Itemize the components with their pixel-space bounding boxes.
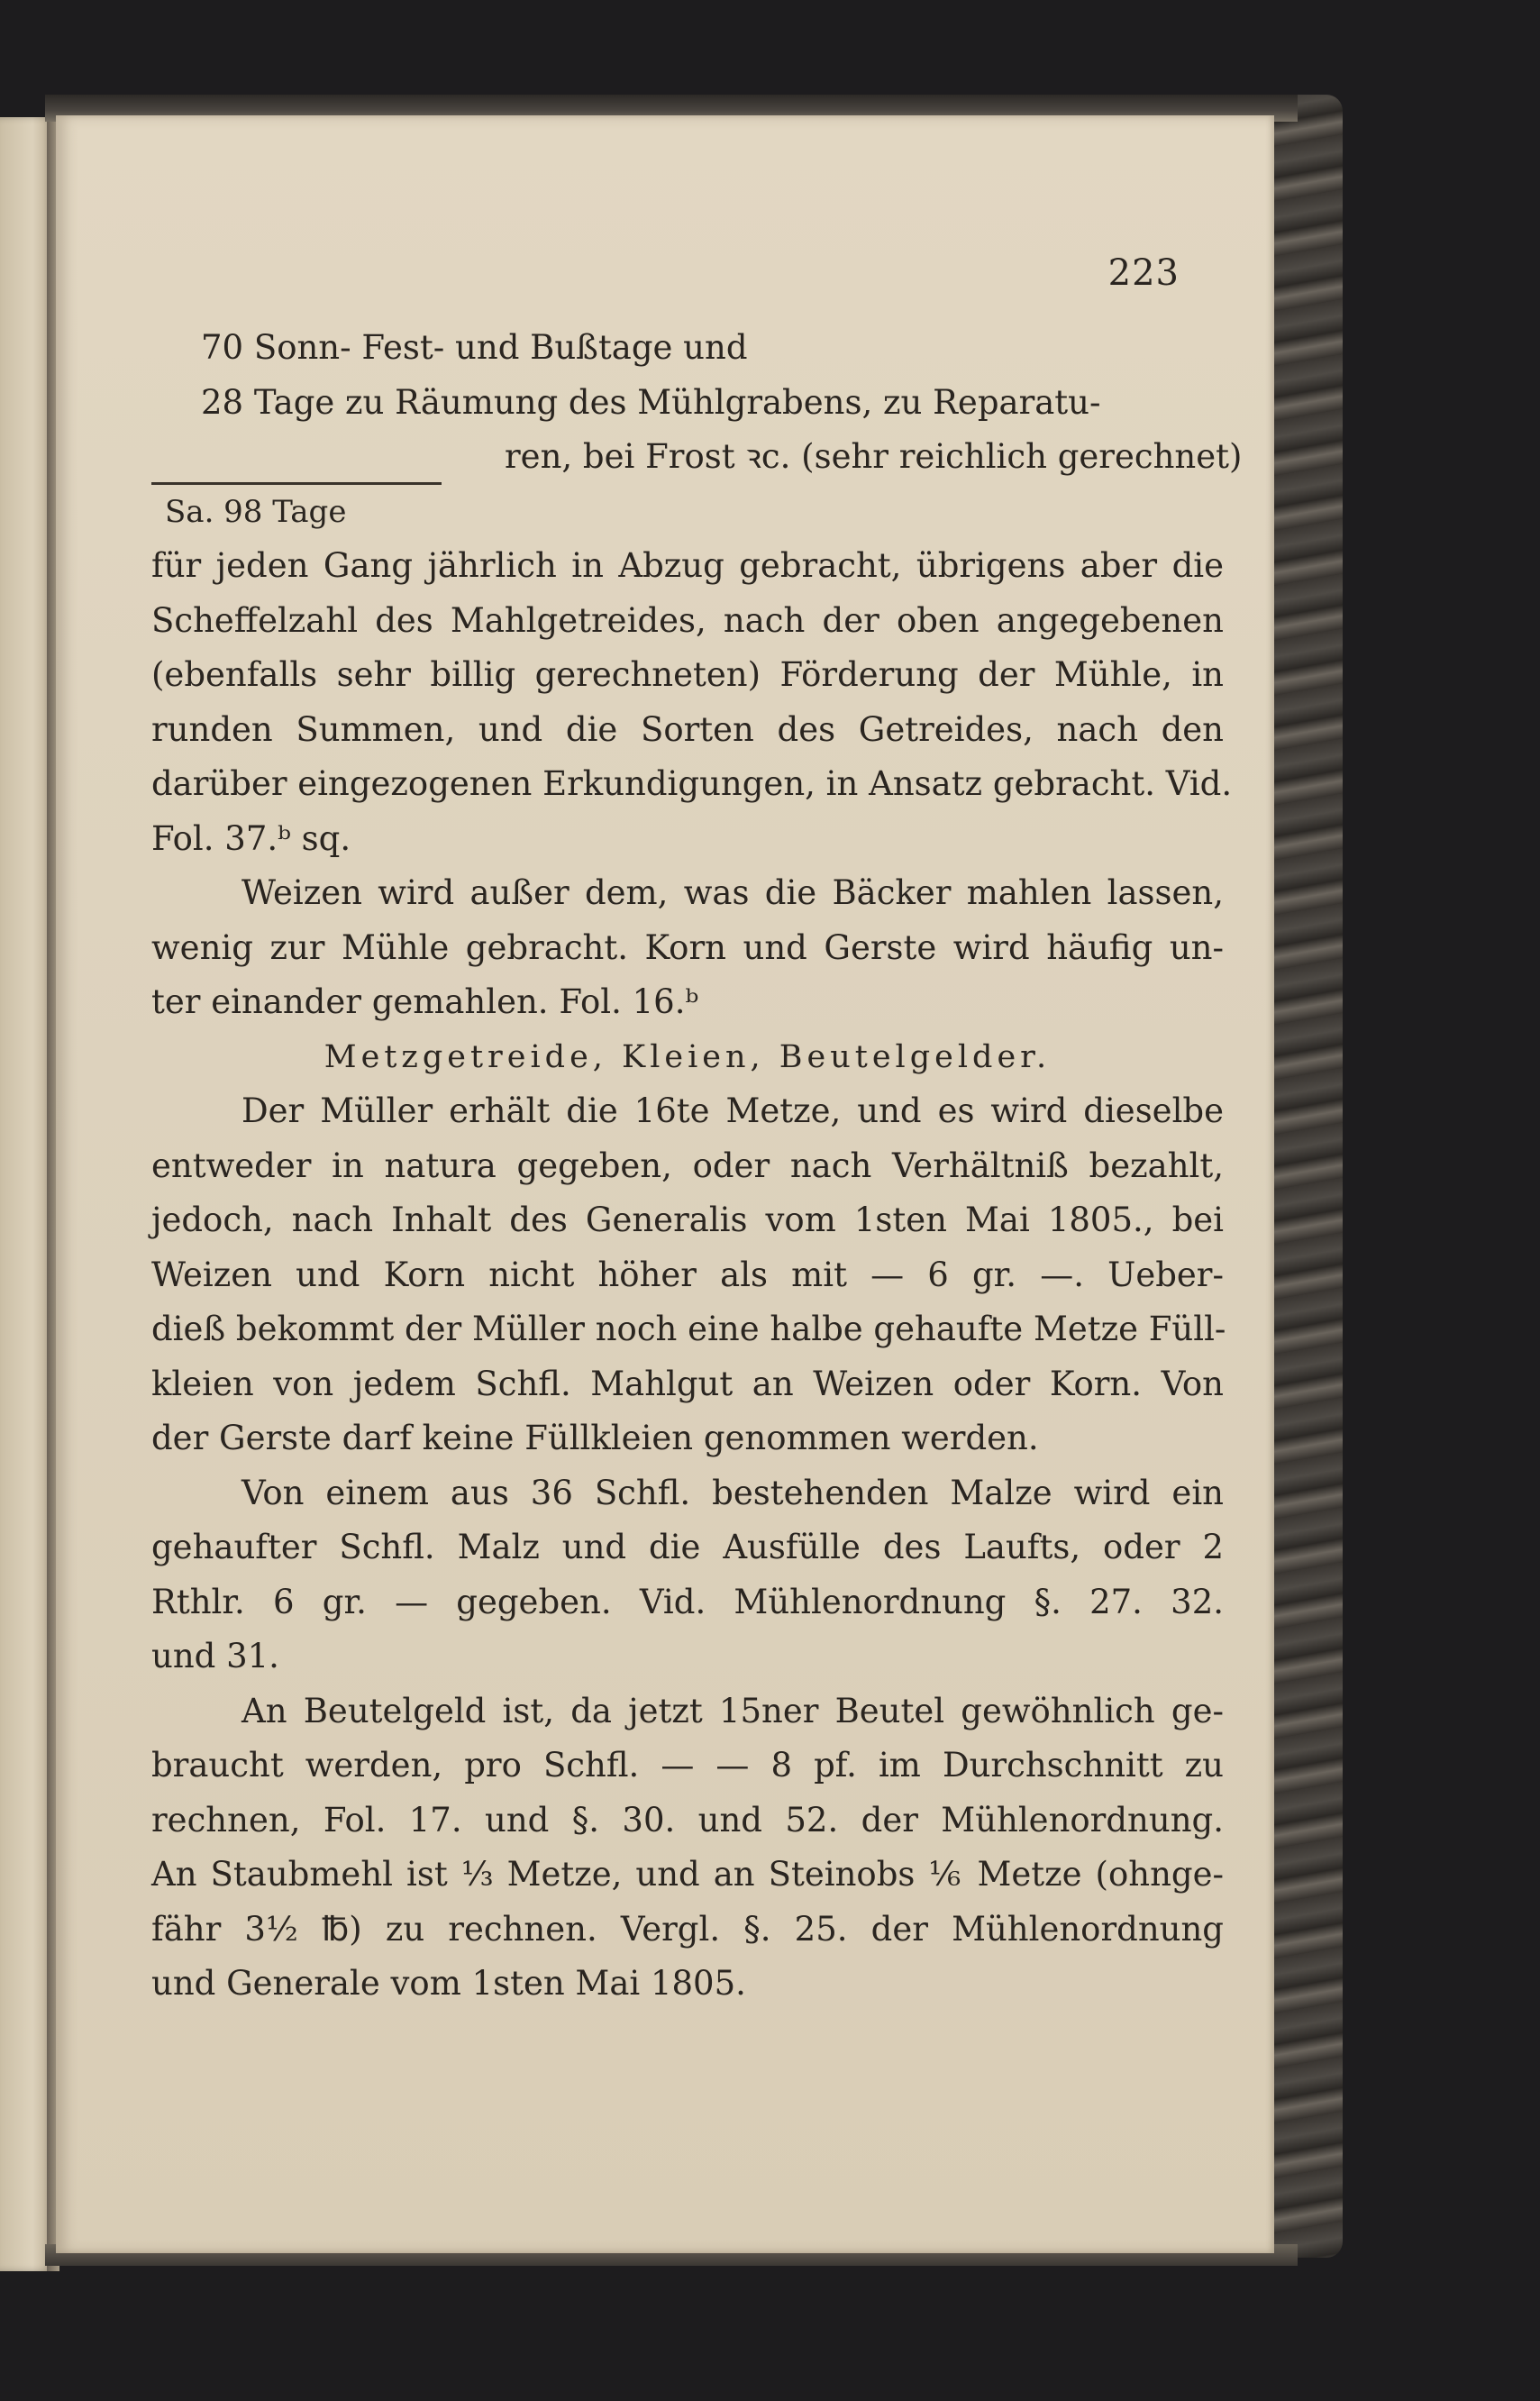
text-line: fähr 3½ ℔) zu rechnen. Vergl. §. 25. der Mühlenordnung (151, 1909, 1224, 1949)
text-line: Scheffelzahl des Mahlgetreides, nach der oben angegebenen (151, 600, 1224, 640)
text-line: kleien von jedem Schfl. Mahlgut an Weizen oder Korn. Von (151, 1364, 1224, 1403)
list-line: 28 Tage zu Räumung des Mühlgrabens, zu Reparatu- (201, 382, 1101, 422)
paragraph-5 (151, 1684, 1224, 2012)
text-line: Der Müller erhält die 16te Metze, und es wird dieselbe (241, 1091, 1224, 1130)
paragraph-3 (151, 1084, 1224, 1466)
text-line: und 31. (151, 1637, 279, 1675)
text-line: jedoch, nach Inhalt des Generalis vom 1sten Mai 1805., bei (151, 1200, 1224, 1239)
text-line: gehaufter Schfl. Malz und die Ausfülle des Laufts, oder 2 (151, 1528, 1224, 1566)
left-page-edge (0, 117, 54, 2271)
text-line: darüber eingezogenen Erkundigungen, in Ansatz gebracht. Vid. (151, 764, 1233, 803)
paragraph-1 (151, 539, 1233, 866)
text-line: Von einem aus 36 Schfl. bestehenden Malze wird ein (241, 1473, 1224, 1512)
text-line: wenig zur Mühle gebracht. Korn und Gerste wird häufig un- (151, 927, 1224, 967)
list-line: 70 Sonn- Fest- und Bußtage und (201, 328, 748, 367)
text-line: Rthlr. 6 gr. — gegeben. Vid. Mühlenordnung §. 27. 32. (151, 1582, 1224, 1621)
paragraph-4 (151, 1466, 1224, 1684)
text-line: entweder in natura gegeben, oder nach Verhältniß bezahlt, (151, 1146, 1224, 1185)
text-line: Weizen wird außer dem, was die Bäcker mahlen lassen, (241, 873, 1224, 912)
text-line: (ebenfalls sehr billig gerechneten) Förderung der Mühle, in (151, 655, 1224, 694)
page-number: 223 (1107, 252, 1180, 294)
text-line: runden Summen, und die Sorten des Getreides, nach den (151, 709, 1224, 749)
text-line: der Gerste darf keine Füllkleien genommen werden. (151, 1419, 1039, 1457)
list-line (151, 430, 1243, 485)
sum-line: Sa. 98 Tage (165, 493, 347, 530)
text-line: dieß bekommt der Müller noch eine halbe gehaufte Metze Füll- (151, 1310, 1226, 1348)
paragraph-2 (151, 866, 1224, 1030)
text-line: Weizen und Korn nicht höher als mit — 6 gr. —. Ueber- (151, 1255, 1224, 1294)
text-line: Fol. 37.ᵇ sq. (151, 818, 351, 858)
text-line: ter einander gemahlen. Fol. 16.ᵇ (151, 982, 699, 1021)
text-line: und Generale vom 1sten Mai 1805. (151, 1964, 746, 2003)
section-heading: Metzgetreide, Kleien, Beutelgelder. (323, 1038, 1052, 1075)
book-page (56, 115, 1274, 2253)
text-line: braucht werden, pro Schfl. — — 8 pf. im Durchschnitt zu (151, 1746, 1224, 1785)
page-text (151, 321, 1243, 2012)
text-line: An Beutelgeld ist, da jetzt 15ner Beutel gewöhnlich ge- (241, 1691, 1224, 1730)
sum-rule (151, 482, 442, 485)
text-line: rechnen, Fol. 17. und §. 30. und 52. der Mühlenordnung. (151, 1800, 1224, 1840)
text-line: für jeden Gang jährlich in Abzug gebracht, übrigens aber die (151, 546, 1224, 585)
list-line-text: ren, bei Frost ꝛc. (sehr reichlich gerechnet) (505, 437, 1243, 476)
text-line: An Staubmehl ist ⅓ Metze, und an Steinobs ⅙ Metze (ohnge- (151, 1855, 1224, 1894)
